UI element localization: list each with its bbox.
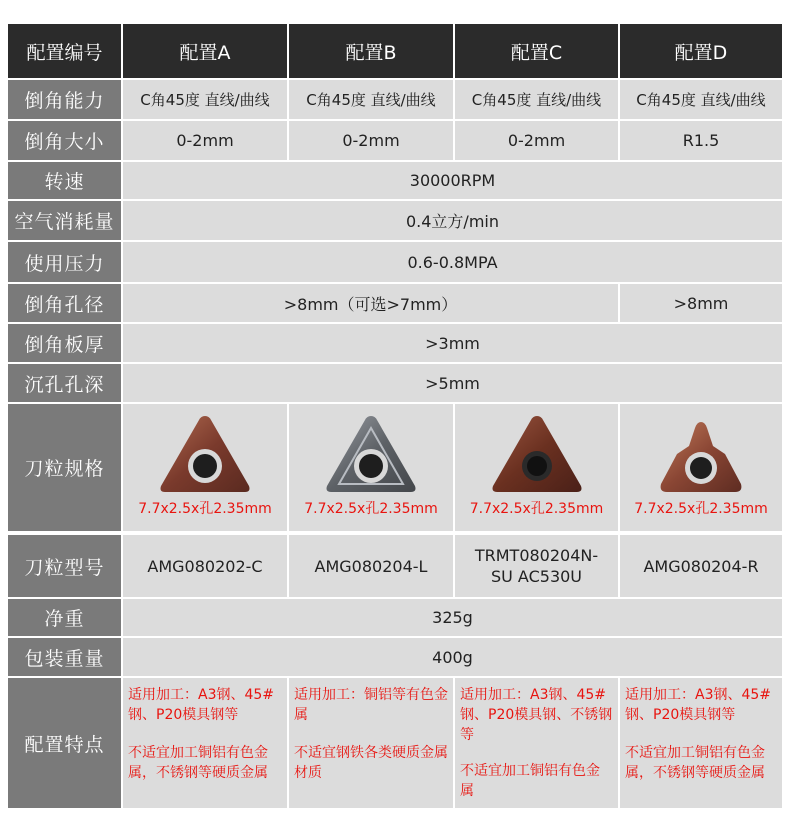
label-speed: 转速 — [8, 162, 121, 199]
countersink-depth-value: >5mm — [123, 364, 782, 402]
insert-model-c-line1: TRMT080204N- — [474, 546, 599, 565]
header-title: 配置编号 — [8, 24, 121, 78]
insert-bronze-r-icon — [653, 412, 749, 496]
header-config-b: 配置B — [289, 24, 453, 78]
features-c — [455, 678, 618, 808]
chamfer-ability-b: C角45度 直线/曲线 — [289, 80, 453, 119]
features-d — [620, 678, 782, 808]
insert-model-d: AMG080204-R — [620, 535, 782, 597]
insert-spec-d — [620, 404, 782, 531]
label-net-weight: 净重 — [8, 599, 121, 636]
package-weight-value: 400g — [123, 638, 782, 676]
chamfer-ability-c: C角45度 直线/曲线 — [455, 80, 618, 119]
insert-spec-a-text: 7.7x2.5x孔2.35mm — [138, 500, 272, 517]
insert-spec-c — [455, 404, 618, 531]
label-chamfer-size: 倒角大小 — [8, 121, 121, 160]
label-features: 配置特点 — [8, 678, 121, 808]
label-package-weight: 包装重量 — [8, 638, 121, 676]
insert-model-c — [455, 535, 618, 597]
features-a-suitable: 适用加工：A3钢、45#钢、P20模具钢等 — [128, 687, 275, 723]
insert-model-a: AMG080202-C — [123, 535, 287, 597]
insert-model-c-line2: SU AC530U — [490, 567, 583, 586]
label-air-consumption: 空气消耗量 — [8, 201, 121, 240]
chamfer-size-c: 0-2mm — [455, 121, 618, 160]
header-config-d: 配置D — [620, 24, 782, 78]
insert-spec-c-text: 7.7x2.5x孔2.35mm — [469, 500, 604, 517]
features-a — [123, 678, 287, 808]
features-b — [289, 678, 453, 808]
features-d-suitable: 适用加工：A3钢、45#钢、P20模具钢等 — [625, 687, 772, 723]
chamfer-size-a: 0-2mm — [123, 121, 287, 160]
speed-value: 30000RPM — [123, 162, 782, 199]
features-b-suitable: 适用加工：铜铝等有色金属 — [294, 687, 448, 723]
insert-spec-a — [123, 404, 287, 531]
pressure-value: 0.6-0.8MPA — [123, 242, 782, 282]
chamfer-size-b: 0-2mm — [289, 121, 453, 160]
label-insert-model: 刀粒型号 — [8, 535, 121, 597]
chamfer-ability-a: C角45度 直线/曲线 — [123, 80, 287, 119]
features-c-unsuitable: 不适宜加工铜铝有色金属 — [460, 763, 600, 799]
insert-dark-icon — [489, 412, 585, 496]
insert-spec-b-text: 7.7x2.5x孔2.35mm — [304, 500, 438, 517]
chamfer-size-d: R1.5 — [620, 121, 782, 160]
insert-bronze-icon — [157, 412, 253, 496]
plate-thickness-value: >3mm — [123, 324, 782, 362]
chamfer-ability-d: C角45度 直线/曲线 — [620, 80, 782, 119]
header-config-c: 配置C — [455, 24, 618, 78]
insert-silver-icon — [323, 412, 419, 496]
net-weight-value: 325g — [123, 599, 782, 636]
features-b-unsuitable: 不适宜钢铁各类硬质金属材质 — [294, 745, 448, 781]
features-d-unsuitable: 不适宜加工铜铝有色金属，不锈钢等硬质金属 — [625, 745, 765, 781]
insert-spec-b — [289, 404, 453, 531]
label-insert-spec: 刀粒规格 — [8, 404, 121, 531]
hole-diameter-abc: >8mm（可选>7mm） — [123, 284, 618, 322]
header-config-a: 配置A — [123, 24, 287, 78]
insert-model-b: AMG080204-L — [289, 535, 453, 597]
insert-spec-d-text: 7.7x2.5x孔2.35mm — [634, 500, 768, 517]
label-chamfer-ability: 倒角能力 — [8, 80, 121, 119]
label-countersink-depth: 沉孔孔深 — [8, 364, 121, 402]
label-plate-thickness: 倒角板厚 — [8, 324, 121, 362]
air-consumption-value: 0.4立方/min — [123, 201, 782, 240]
features-c-suitable: 适用加工：A3钢、45#钢、P20模具钢、不锈钢等 — [460, 687, 613, 743]
features-a-unsuitable: 不适宜加工铜铝有色金属，不锈钢等硬质金属 — [128, 745, 268, 781]
label-pressure: 使用压力 — [8, 242, 121, 282]
label-hole-diameter: 倒角孔径 — [8, 284, 121, 322]
hole-diameter-d: >8mm — [620, 284, 782, 322]
